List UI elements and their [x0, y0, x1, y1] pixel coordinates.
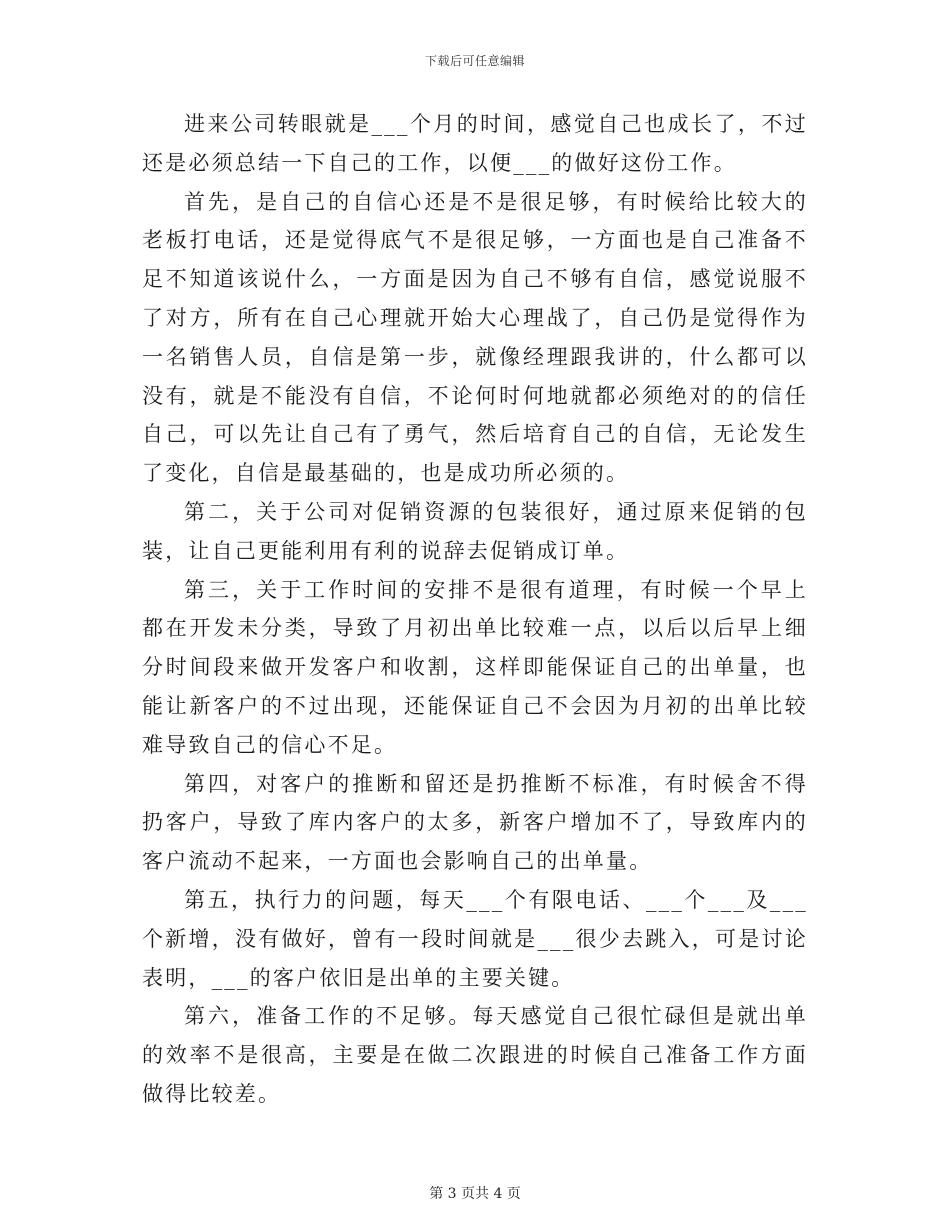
paragraph-confidence: 首先，是自己的自信心还是不是很足够，有时候给比较大的老板打电话，还是觉得底气不是很足够，一方面也是自己准备不足不知道该说什么，一方面是因为自己不够有自信，感觉说服不了对方，所有在自己心理就开始大心理战了，自己仍是觉得作为一名销售人员，自信是第一步，就像经理跟我讲的，什么都可以没有，就是不能没有自信，不论何时何地就都必须绝对的的信任自己，可以先让自己有了勇气，然后培育自己的自信，无论发生了变化，自信是最基础的，也是成功所必须的。 [142, 189, 808, 486]
paragraph-execution: 第五，执行力的问题，每天___个有限电话、___个___及___个新增，没有做好，曾有一段时间就是___很少去跳入，可是讨论表明，___的客户依旧是出单的主要关键。 [142, 887, 808, 990]
paragraph-promotion: 第二，关于公司对促销资源的包装很好，通过原来促销的包装，让自己更能利用有利的说辞去促销成订单。 [142, 499, 808, 563]
paragraph-preparation: 第六，准备工作的不足够。每天感觉自己很忙碌但是就出单的效率不是很高，主要是在做二次跟进的时候自己准备工作方面做得比较差。 [142, 1004, 808, 1106]
paragraph-intro: 进来公司转眼就是___个月的时间，感觉自己也成长了，不过还是必须总结一下自己的工作，以便___的做好这份工作。 [142, 112, 808, 175]
document-body [142, 105, 808, 1114]
page-footer: 第 3 页共 4 页 [429, 1186, 521, 1202]
paragraph-customer-judgement: 第四，对客户的推断和留还是扔推断不标准，有时候舍不得扔客户，导致了库内客户的太多，新客户增加不了，导致库内的客户流动不起来，一方面也会影响自己的出单量。 [142, 771, 808, 874]
page-header: 下载后可任意编辑 [424, 54, 525, 68]
paragraph-time-arrangement: 第三，关于工作时间的安排不是很有道理，有时候一个早上都在开发未分类，导致了月初出单比较难一点，以后以后早上细分时间段来做开发客户和收割，这样即能保证自己的出单量，也能让新客户的不过出现，还能保证自己不会因为月初的出单比较难导致自己的信心不足。 [142, 577, 808, 757]
